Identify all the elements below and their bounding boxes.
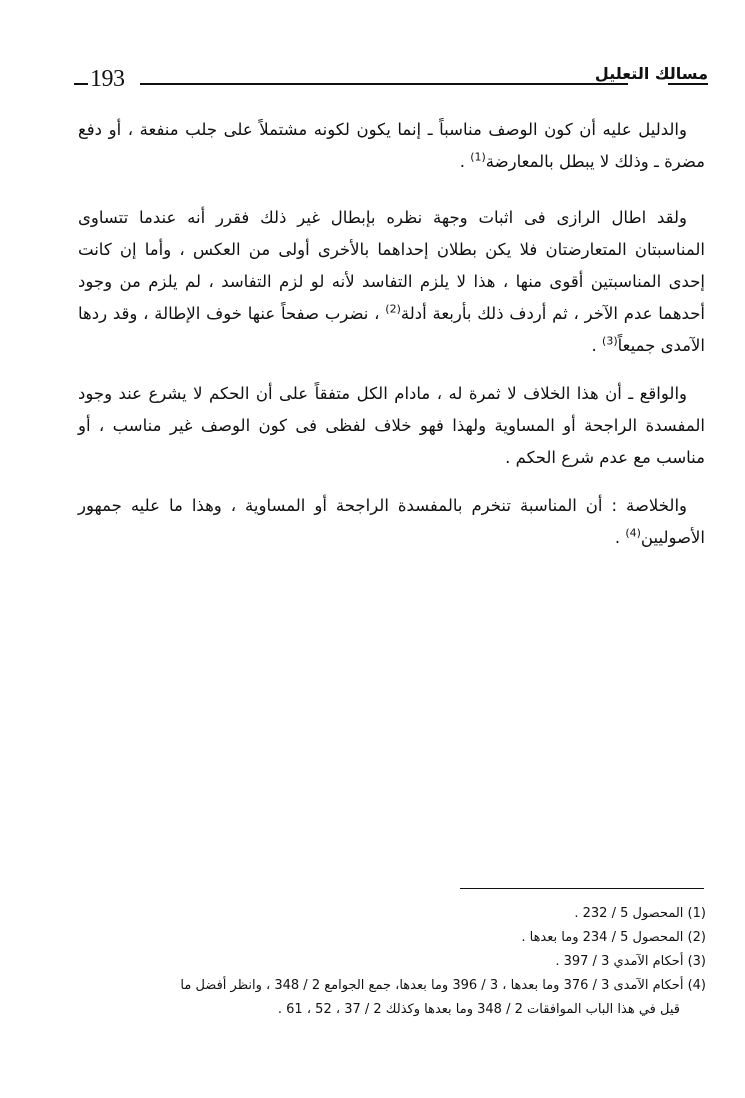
paragraph-2 [78,202,705,362]
footnote-4: (4) أحكام الآمدى 3 / 376 وما بعدها ، 3 / 396 وما بعدها، جمع الجوامع 2 / 348 ، وانظر أفضل ما [180,978,706,993]
footnote-ref-4: (4) [625,526,641,540]
paragraph-2-text-cont: ، نضرب صفحاً عنها خوف الإطالة ، وقد ردها الآمدى جميعاً [78,304,705,355]
header-rule-right [668,83,708,85]
running-header [74,58,708,98]
paragraph-1 [78,114,705,178]
paragraph-3 [78,378,705,474]
footnotes [96,902,706,1022]
page-number: 193 [90,66,125,92]
footnote-2: (2) المحصول 5 / 234 وما بعدها . [521,930,706,945]
footnote-ref-2: (2) [385,302,401,316]
header-rule [140,83,628,85]
footnote-1: (1) المحصول 5 / 232 . [574,906,706,921]
paragraph-4-tail: . [614,528,626,547]
paragraph-2-tail: . [591,336,603,355]
paragraph-1-tail: . [459,152,471,171]
paragraph-2-text: ولقد اطال الرازى فى اثبات وجهة نظره بإبطال غير ذلك فقرر أنه عندما تتساوى المناسبتان المتعارضتان فلا يكن بطلان إحداهما بالأخرى أولى من العكس ، وأما إن كانت إحدى المناسبتين أقوى منها ، هذا لا يلزم التفاسد لأنه لو لزم التفاسد ، لم يلزم من وجود أحدهما عدم الآخر ، ثم أردف ذلك بأربعة أدلة [78,208,705,323]
footnote-separator [460,888,704,889]
paragraph-4-text: والخلاصة : أن المناسبة تنخرم بالمفسدة الراجحة أو المساوية ، وهذا ما عليه جمهور الأصوليين [78,496,705,547]
footnote-ref-1: (1) [470,150,486,164]
body-text [78,114,705,570]
paragraph-1-text: والدليل عليه أن كون الوصف مناسباً ـ إنما يكون لكونه مشتملاً على جلب منفعة ، أو دفع مضرة ـ وذلك لا يبطل بالمعارضة [78,120,705,171]
footnote-4-continuation: قيل في هذا الباب الموافقات 2 / 348 وما بعدها وكذلك 2 / 37 ، 52 ، 61 . [277,1002,680,1017]
footnote-ref-3: (3) [602,334,618,348]
chapter-title: مسالك التعليل [594,64,708,83]
header-dash [74,83,88,85]
paragraph-3-text: والواقع ـ أن هذا الخلاف لا ثمرة له ، مادام الكل متفقاً على أن الحكم لا يشرع عند وجود المفسدة الراجحة أو المساوية ولهذا فهو خلاف لفظى فى كون الوصف غير مناسب ، أو مناسب مع عدم شرع الحكم . [78,384,705,467]
footnote-3: (3) أحكام الآمدي 3 / 397 . [555,954,706,969]
paragraph-4 [78,490,705,554]
